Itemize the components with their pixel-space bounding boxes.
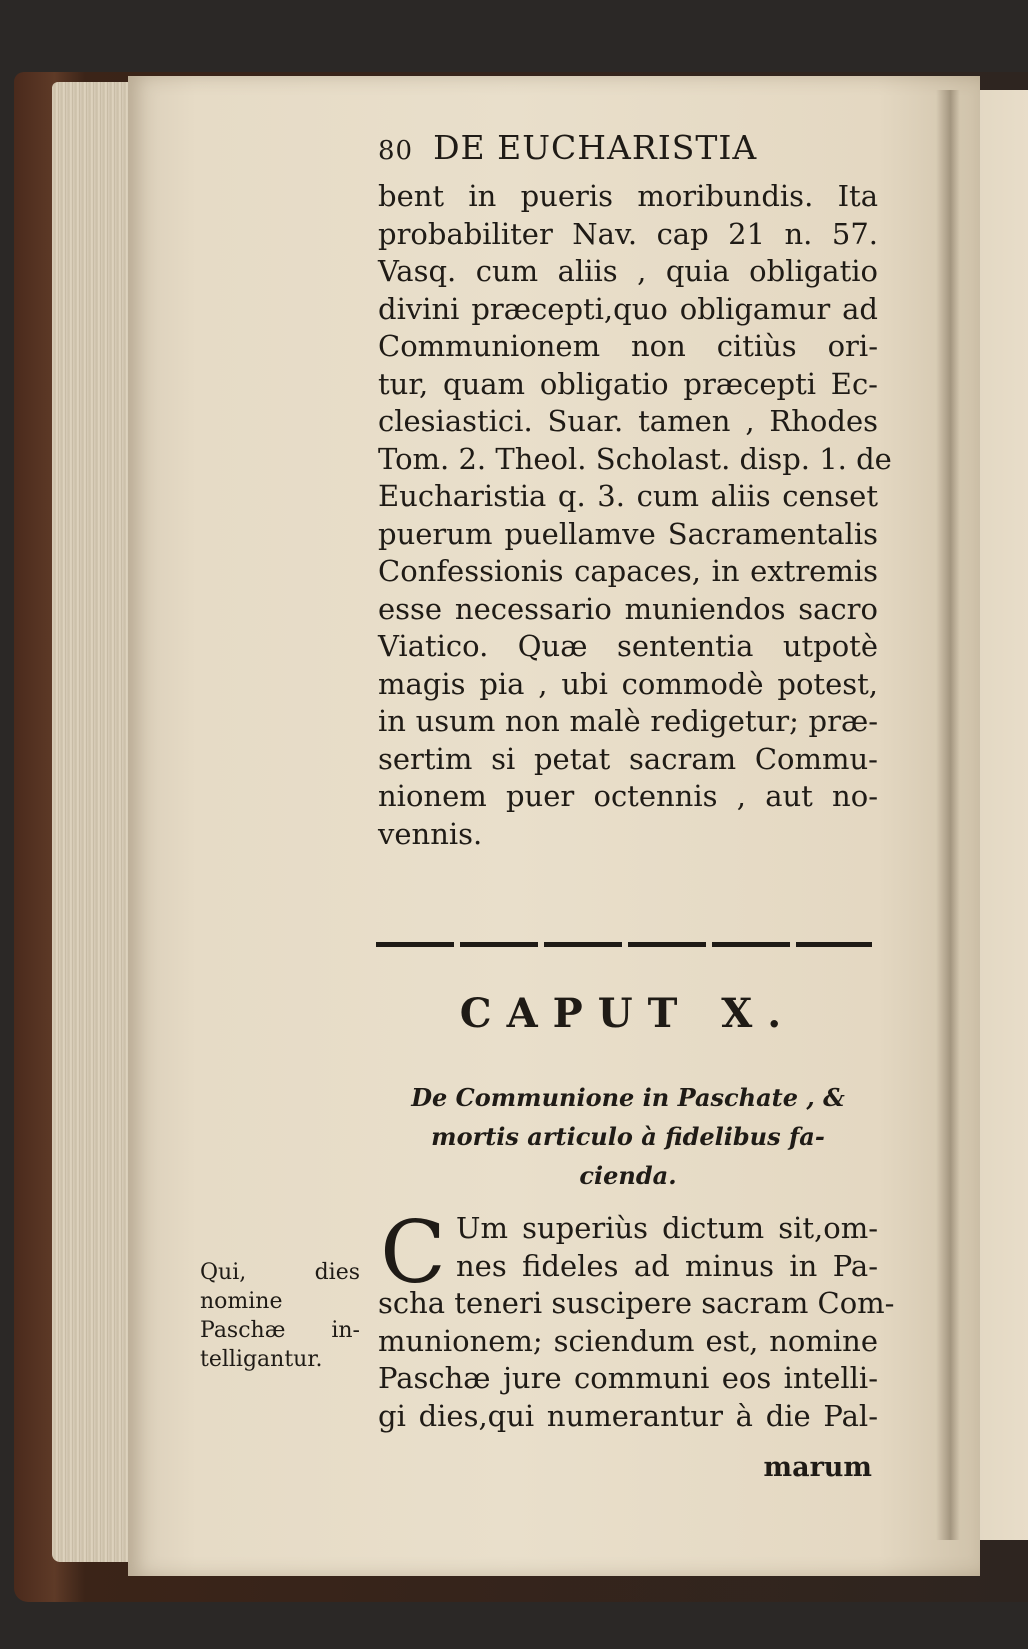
text-line: Confessionis capaces, in extremis [378,554,878,588]
chapter-title: CAPUT X. [459,990,797,1037]
subtitle-line: mortis articulo à fidelibus fa- [431,1122,825,1151]
text-line: Vasq. cum aliis , quia obligatio [378,254,878,288]
text-line: divini præcepti,quo obligamur ad [378,291,878,326]
subtitle-line: cienda. [579,1161,677,1190]
text-line: magis pia , ubi commodè potest, [378,666,878,701]
text-line: clesiastici. Suar. tamen , Rhodes [378,404,878,438]
page-number: 80 [378,136,414,166]
text-line: Communionem non citiùs ori- [378,329,878,363]
catchword: marum [763,1452,872,1483]
chapter-paragraph [378,1203,895,1435]
text-line: munionem; sciendum est, nomine [378,1323,878,1358]
text-line: nionem puer octennis , aut no- [378,779,878,813]
margin-note-line: Paschæ in- [200,1318,360,1343]
text-line: Um superiùs dictum sit,om- [456,1211,878,1245]
section-divider-rule [376,942,872,947]
chapter-subtitle [378,1078,878,1195]
margin-note-line: nomine [200,1289,283,1314]
text-line: Eucharistia q. 3. cum aliis censet [378,479,878,513]
text-line: sertim si petat sacram Commu- [378,741,878,776]
text-line: Tom. 2. Theol. Scholast. disp. 1. de [378,441,892,476]
text-line: vennis. [378,816,483,851]
margin-note [200,1258,360,1374]
running-head [378,128,858,170]
text-line: esse necessario muniendos sacro [378,591,878,626]
margin-note-line: Qui, dies [200,1260,360,1285]
text-line: scha teneri suscipere sacram Com- [378,1286,895,1320]
running-title: DE EUCHARISTIA [433,128,758,167]
subtitle-line: De Communione in Paschate , & [411,1083,845,1112]
text-line: Viatico. Quæ sententia utpotè [378,629,878,663]
text-line: nes fideles ad minus in Pa- [456,1248,878,1283]
text-line: tur, quam obligatio præcepti Ec- [378,366,878,401]
text-line: in usum non malè redigetur; præ- [378,704,878,738]
drop-cap: C [380,1203,446,1303]
text-line: Paschæ jure communi eos intelli- [378,1361,878,1395]
text-line: gi dies,qui numerantur à die Pal- [378,1398,878,1433]
text-line: probabiliter Nav. cap 21 n. 57. [378,216,878,251]
margin-note-line: telligantur. [200,1347,323,1372]
text-line: bent in pueris moribundis. Ita [378,179,878,213]
body-text [378,178,892,853]
gutter-shadow [936,90,960,1540]
text-line: puerum puellamve Sacramentalis [378,516,878,551]
